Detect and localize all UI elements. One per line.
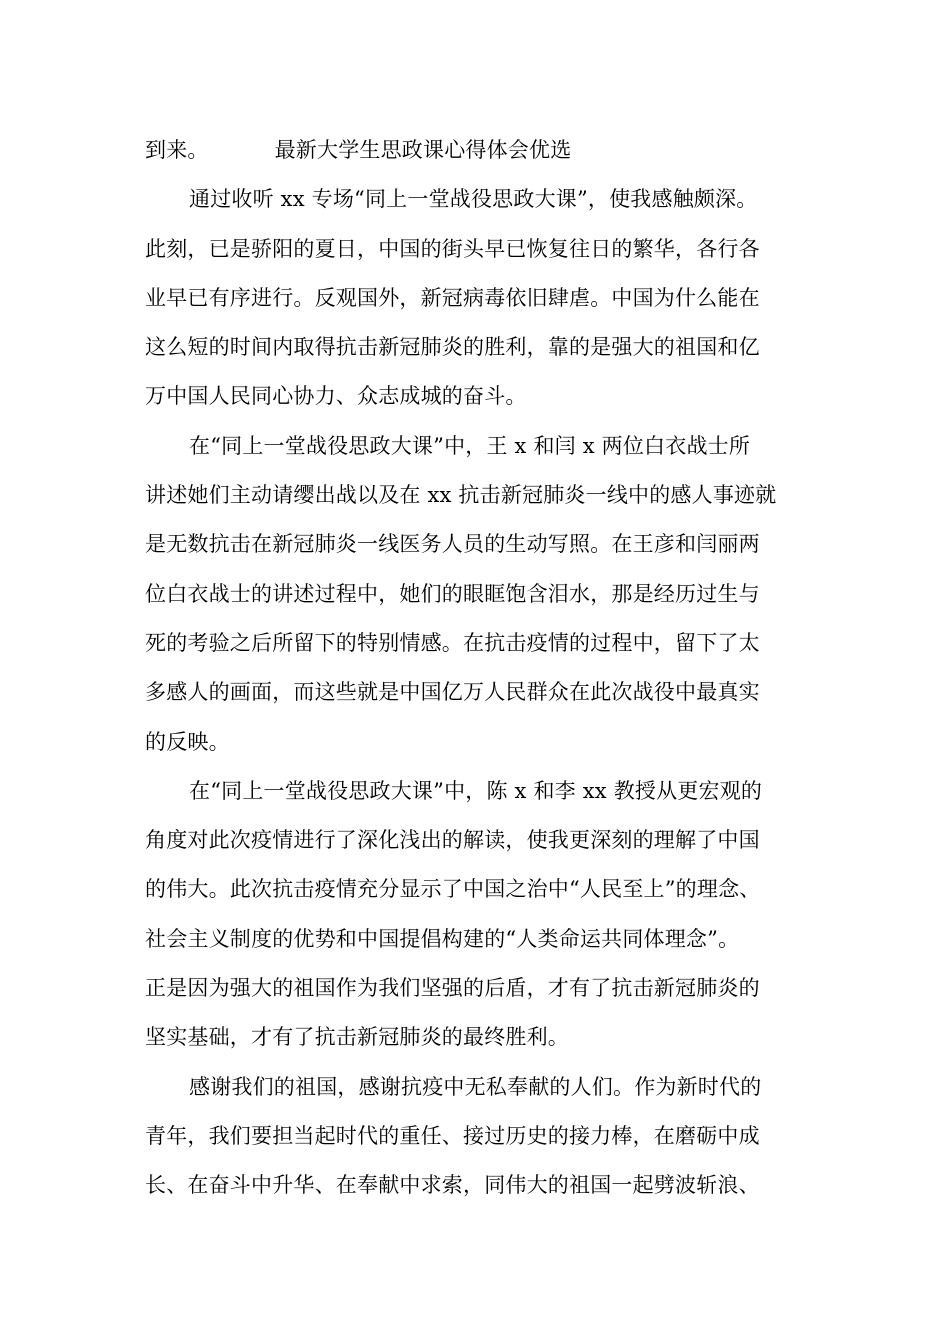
- text-line: 感谢我们的祖国，感谢抗疫中无私奉献的人们。作为新时代的: [189, 1074, 762, 1099]
- text-line: 位白衣战士的讲述过程中，她们的眼眶饱含泪水，那是经历过生与: [145, 581, 760, 606]
- document-title: 最新大学生思政课心得体会优选: [274, 138, 572, 162]
- text-line: 角度对此次疫情进行了深化浅出的解读，使我更深刻的理解了中国: [145, 828, 760, 853]
- text-line: 正是因为强大的祖国作为我们坚强的后盾，才有了抗击新冠肺炎的: [145, 976, 760, 1001]
- previous-paragraph-ending: 到来。: [145, 138, 209, 162]
- text-line: 这么短的时间内取得抗击新冠肺炎的胜利，靠的是强大的祖国和亿: [145, 335, 760, 360]
- text-line: 青年，我们要担当起时代的重任、接过历史的接力棒，在磨砺中成: [145, 1123, 760, 1148]
- title-line: [145, 126, 825, 175]
- text-line: 社会主义制度的优势和中国提倡构建的“人类命运共同体理念”。: [145, 926, 740, 951]
- text-line: 在“同上一堂战役思政大课”中，陈 x 和李 xx 教授从更宏观的: [189, 778, 763, 803]
- text-line: 万中国人民同心协力、众志成城的奋斗。: [145, 384, 527, 409]
- text-line: 此刻，已是骄阳的夏日，中国的街头早已恢复往日的繁华，各行各: [145, 236, 760, 261]
- text-line: 是无数抗击在新冠肺炎一线医务人员的生动写照。在王彦和闫丽两: [145, 532, 760, 557]
- document-body: [145, 126, 825, 1211]
- text-line: 通过收听 xx 专场“同上一堂战役思政大课”，使我感触颇深。: [189, 187, 758, 212]
- text-line: 长、在奋斗中升华、在奉献中求索，同伟大的祖国一起劈波斩浪、: [145, 1173, 760, 1198]
- text-line: 在“同上一堂战役思政大课”中，王 x 和闫 x 两位白衣战士所: [189, 433, 751, 458]
- text-line: 死的考验之后所留下的特别情感。在抗击疫情的过程中，留下了太: [145, 630, 760, 655]
- text-line: 坚实基础，才有了抗击新冠肺炎的最终胜利。: [145, 1025, 569, 1050]
- text-line: 讲述她们主动请缨出战以及在 xx 抗击新冠肺炎一线中的感人事迹就: [145, 483, 777, 508]
- text-line: 的伟大。此次抗击疫情充分显示了中国之治中“人民至上”的理念、: [145, 877, 761, 902]
- text-line: 多感人的画面，而这些就是中国亿万人民群众在此次战役中最真实: [145, 680, 760, 705]
- text-line: 业早已有序进行。反观国外，新冠病毒依旧肆虐。中国为什么能在: [145, 285, 760, 310]
- text-line: 的反映。: [145, 729, 230, 754]
